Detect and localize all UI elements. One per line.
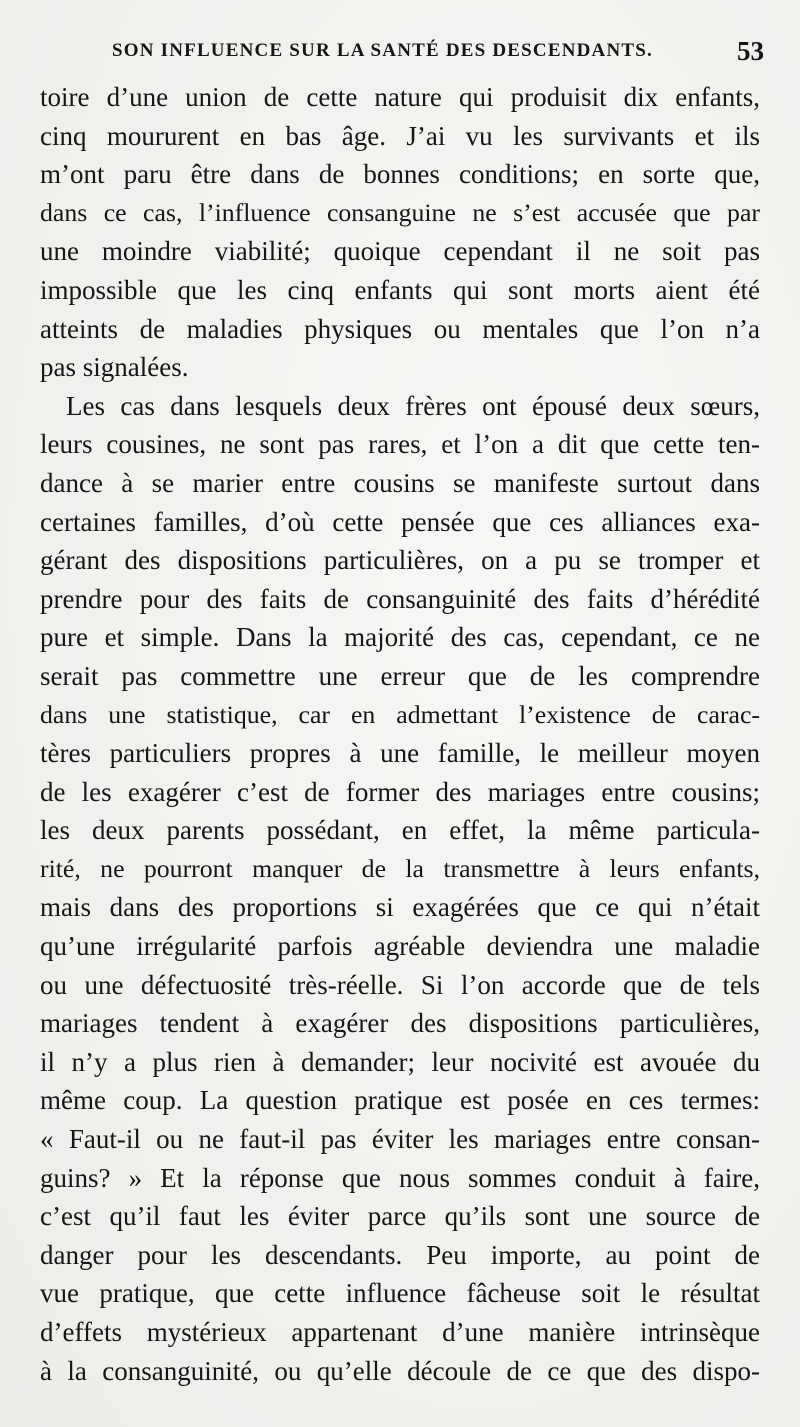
text-line: qu’une irrégularité parfois agréable deviendra une maladie: [40, 931, 760, 962]
text-line: atteints de maladies physiques ou mentales que l’on n’a: [40, 313, 760, 344]
text-line: certaines familles, d’où cette pensée que ces alliances exa-: [40, 506, 760, 537]
text-line: gérant des dispositions particulières, on a pu se tromper et: [40, 545, 760, 576]
running-head: [112, 36, 764, 80]
text-line: rité, ne pourront manquer de la transmettre à leurs enfants,: [40, 853, 760, 883]
text-line: impossible que les cinq enfants qui sont morts aient été: [40, 274, 760, 305]
text-line: d’effets mystérieux appartenant d’une manière intrinsèque: [40, 1317, 760, 1347]
text-line: prendre pour des faits de consanguinité des faits d’hérédité: [40, 583, 760, 614]
text-line: leurs cousines, ne sont pas rares, et l’on a dit que cette ten-: [40, 429, 760, 460]
text-line: dans ce cas, l’influence consanguine ne s’est accusée que par: [40, 197, 760, 227]
text-line: vue pratique, que cette influence fâcheuse soit le résultat: [40, 1278, 760, 1309]
text-line: pas signalées.: [40, 352, 189, 383]
text-line: cinq moururent en bas âge. J’ai vu les survivants et ils: [40, 120, 760, 151]
page-number: 53: [737, 36, 764, 66]
text-line: danger pour les descendants. Peu importe, au point de: [40, 1239, 760, 1270]
text-line: guins? » Et la réponse que nous sommes conduit à faire,: [40, 1162, 760, 1193]
text-line: tères particuliers propres à une famille, le meilleur moyen: [40, 738, 760, 769]
text-line: de les exagérer c’est de former des mariages entre cousins;: [40, 776, 760, 807]
text-line: les deux parents possédant, en effet, la même particula-: [40, 815, 760, 846]
text-line: une moindre viabilité; quoique cependant il ne soit pas: [40, 236, 760, 267]
text-line: dans une statistique, car en admettant l’existence de carac-: [40, 699, 760, 729]
text-line: mariages tendent à exagérer des dispositions particulières,: [40, 1008, 760, 1039]
text-line: toire d’une union de cette nature qui produisit dix enfants,: [40, 82, 760, 112]
text-line: même coup. La question pratique est posée en ces termes:: [40, 1085, 760, 1116]
paragraph-start-line: Les cas dans lesquels deux frères ont épousé deux sœurs,: [66, 390, 760, 421]
text-line: ou une défectuosité très-réelle. Si l’on accorde que de tels: [40, 969, 760, 1000]
text-line: mais dans des proportions si exagérées que ce qui n’était: [40, 892, 760, 923]
text-line: serait pas commettre une erreur que de les comprendre: [40, 660, 760, 691]
text-line: m’ont paru être dans de bonnes conditions; en sorte que,: [40, 159, 760, 190]
text-line: il n’y a plus rien à demander; leur nocivité est avouée du: [40, 1046, 760, 1077]
running-title: SON INFLUENCE SUR LA SANTÉ DES DESCENDANTS.: [112, 40, 653, 61]
text-line: dance à se marier entre cousins se manifeste surtout dans: [40, 467, 760, 498]
text-line: pure et simple. Dans la majorité des cas, cependant, ce ne: [40, 622, 760, 653]
text-line: « Faut-il ou ne faut-il pas éviter les mariages entre consan-: [40, 1124, 760, 1155]
body-text: [40, 78, 760, 1390]
text-line: c’est qu’il faut les éviter parce qu’ils sont une source de: [40, 1201, 760, 1232]
text-line: à la consanguinité, ou qu’elle découle de ce que des dispo-: [40, 1355, 760, 1386]
